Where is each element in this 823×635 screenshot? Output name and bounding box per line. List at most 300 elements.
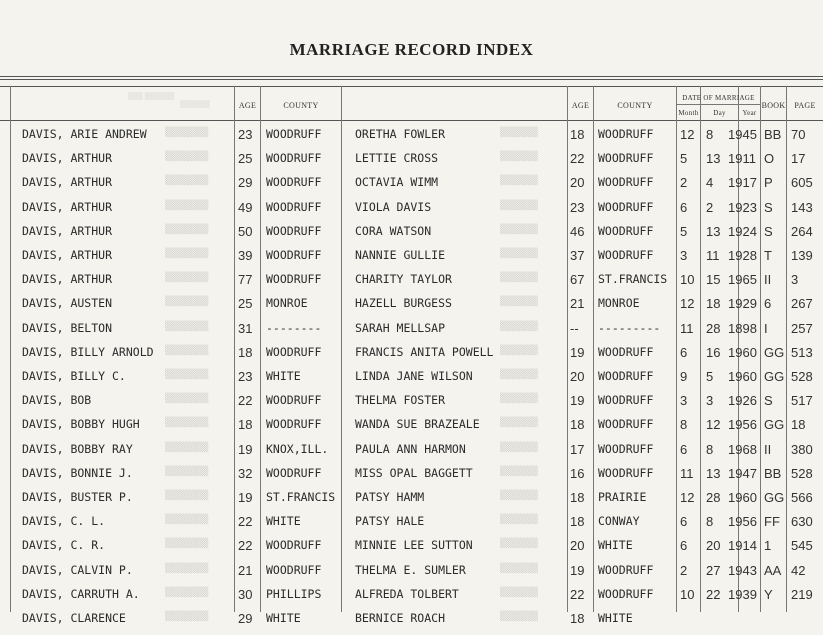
groom-age: 31 <box>238 320 253 336</box>
bride-age: 19 <box>570 562 585 578</box>
groom-age: 19 <box>238 490 253 505</box>
record-book: GG <box>764 417 785 433</box>
record-book: GG <box>764 369 785 384</box>
groom-county: WOODRUFF <box>266 175 322 190</box>
bride-age: 17 <box>570 441 585 457</box>
bride-county: WOODRUFF <box>598 441 654 456</box>
marriage-year: 1960 <box>728 369 757 384</box>
bride-county: MONROE <box>598 296 640 311</box>
page-header: PAGE <box>794 101 816 110</box>
bleed-through-mark: ▒▒▒▒▒▒▒ <box>500 563 538 574</box>
bride-county: WHITE <box>598 538 633 553</box>
record-page-number: 18 <box>791 417 806 433</box>
bleed-through-mark: ▒▒▒▒▒▒▒ <box>500 394 538 405</box>
marriage-month: 3 <box>680 248 688 263</box>
bleed-through-mark: ▒▒▒▒▒▒▒▒ <box>165 394 209 405</box>
record-page-number: 70 <box>791 127 806 142</box>
groom-name: DAVIS, ARTHUR <box>22 272 113 287</box>
marriage-day: 28 <box>706 320 721 336</box>
top-rule <box>0 76 823 77</box>
groom-age: 30 <box>238 586 253 602</box>
bleed-through-mark: ▒▒▒▒▒▒▒ <box>500 224 538 235</box>
groom-county: WOODRUFF <box>266 223 322 238</box>
bleed-through-mark: ▒▒▒▒▒▒▒▒ <box>165 491 209 501</box>
record-page-number: 264 <box>791 223 813 239</box>
record-book: S <box>764 393 773 409</box>
record-book: P <box>764 175 773 191</box>
marriage-day: 4 <box>706 175 714 191</box>
groom-name: DAVIS, BUSTER P. <box>22 490 133 504</box>
bleed-through-mark: ▒▒▒▒▒▒▒ <box>500 273 538 284</box>
marriage-month: 10 <box>680 586 695 602</box>
bride-age: 19 <box>570 393 585 409</box>
groom-name: DAVIS, BOBBY HUGH <box>22 417 140 432</box>
groom-county: WOODRUFF <box>266 272 322 287</box>
groom-name: DAVIS, ARIE ANDREW <box>22 127 147 141</box>
record-book: II <box>764 272 772 288</box>
marriage-day: 8 <box>706 441 714 457</box>
marriage-day: 22 <box>706 586 721 602</box>
record-page-number: 380 <box>791 441 813 457</box>
groom-county: WOODRUFF <box>266 465 322 480</box>
faint-header: ▒▒▒ ▒▒▒▒▒▒ <box>128 92 175 100</box>
bleed-through-mark: ▒▒▒▒▒▒▒▒ <box>165 515 209 526</box>
marriage-year: 1898 <box>728 320 757 336</box>
record-book: GG <box>764 490 785 505</box>
groom-county: PHILLIPS <box>266 586 322 601</box>
bride-age: 18 <box>570 611 585 626</box>
bride-name: PAULA ANN HARMON <box>355 441 466 456</box>
bleed-through-mark: ▒▒▒▒▒▒▒▒ <box>165 370 209 380</box>
bleed-through-mark: ▒▒▒▒▒▒▒ <box>500 442 538 453</box>
bride-county: WOODRUFF <box>598 562 654 577</box>
bride-name: CORA WATSON <box>355 223 432 238</box>
bleed-through-mark: ▒▒▒▒▒▒▒ <box>500 612 538 622</box>
bleed-through-mark: ▒▒▒▒▒▒▒ <box>500 200 538 211</box>
marriage-month: 6 <box>680 441 688 457</box>
table-row <box>0 538 823 562</box>
bleed-through-mark: ▒▒▒▒▒▒▒ <box>500 539 538 550</box>
bride-county: CONWAY <box>598 514 640 529</box>
marriage-day: 8 <box>706 514 714 530</box>
table-row <box>0 200 823 224</box>
groom-name: DAVIS, BOBBY RAY <box>22 441 133 456</box>
date-subheader-rule <box>676 104 760 105</box>
groom-county: WOODRUFF <box>266 127 322 141</box>
marriage-day: 3 <box>706 393 714 409</box>
groom-name: DAVIS, CLARENCE <box>22 611 126 625</box>
marriage-year: 1956 <box>728 514 757 530</box>
groom-age: 32 <box>238 465 253 481</box>
marriage-month: 6 <box>680 538 688 554</box>
marriage-month: 5 <box>680 223 688 239</box>
marriage-year: 1945 <box>728 127 757 142</box>
bride-name: OCTAVIA WIMM <box>355 175 439 190</box>
record-book: T <box>764 248 772 263</box>
bride-name: MISS OPAL BAGGETT <box>355 465 473 480</box>
bride-name: LINDA JANE WILSON <box>355 369 473 383</box>
groom-county: WHITE <box>266 611 301 625</box>
groom-name: DAVIS, BILLY C. <box>22 369 126 383</box>
bleed-through-mark: ▒▒▒▒▒▒▒▒ <box>165 200 209 211</box>
record-page-number: 545 <box>791 538 813 554</box>
table-row <box>0 224 823 248</box>
table-row <box>0 248 823 272</box>
groom-age: 29 <box>238 175 253 191</box>
groom-county: MONROE <box>266 296 308 311</box>
bleed-through-mark: ▒▒▒▒▒▒▒▒ <box>165 418 209 429</box>
bride-age: 18 <box>570 417 585 433</box>
bride-name: THELMA FOSTER <box>355 393 446 408</box>
record-page-number: 17 <box>791 151 806 167</box>
table-row <box>0 563 823 587</box>
bride-age: 20 <box>570 175 585 191</box>
marriage-year: 1914 <box>728 538 757 554</box>
table-row <box>0 417 823 441</box>
bleed-through-mark: ▒▒▒▒▒▒▒ <box>500 152 538 163</box>
groom-age: 23 <box>238 127 253 142</box>
record-page-number: 42 <box>791 562 806 578</box>
faint-header: ▒▒▒▒▒▒ <box>180 100 210 108</box>
bride-county: WOODRUFF <box>598 393 654 408</box>
bride-county: WOODRUFF <box>598 248 654 262</box>
bleed-through-mark: ▒▒▒▒▒▒▒▒ <box>165 297 209 308</box>
bride-county: WOODRUFF <box>598 417 654 432</box>
bride-name: VIOLA DAVIS <box>355 199 432 214</box>
bride-county: PRAIRIE <box>598 490 647 504</box>
groom-county: WOODRUFF <box>266 199 322 214</box>
marriage-year: 1911 <box>728 151 756 167</box>
marriage-day: 15 <box>706 272 721 288</box>
record-page-number: 3 <box>791 272 799 288</box>
record-book: FF <box>764 514 780 530</box>
groom-name: DAVIS, ARTHUR <box>22 223 113 238</box>
bleed-through-mark: ▒▒▒▒▒▒▒ <box>500 176 538 187</box>
bleed-through-mark: ▒▒▒▒▒▒▒ <box>500 418 538 429</box>
record-page-number: 513 <box>791 344 813 360</box>
bride-age: 18 <box>570 127 585 142</box>
record-book: BB <box>764 465 782 481</box>
bleed-through-mark: ▒▒▒▒▒▒▒ <box>500 345 538 356</box>
bleed-through-mark: ▒▒▒▒▒▒▒▒ <box>165 224 209 235</box>
groom-name: DAVIS, ARTHUR <box>22 199 113 214</box>
table-row <box>0 345 823 369</box>
year-header: Year <box>742 109 757 117</box>
bride-age: 21 <box>570 296 585 312</box>
groom-county: WOODRUFF <box>266 344 322 359</box>
marriage-day: 5 <box>706 369 714 384</box>
bride-name: MINNIE LEE SUTTON <box>355 538 473 553</box>
bleed-through-mark: ▒▒▒▒▒▒▒▒ <box>165 273 209 284</box>
bride-county: WOODRUFF <box>598 465 654 480</box>
record-page-number: 219 <box>791 586 813 602</box>
record-book: II <box>764 441 772 457</box>
bride-county: WOODRUFF <box>598 127 654 141</box>
bride-name: PATSY HALE <box>355 514 425 529</box>
bleed-through-mark: ▒▒▒▒▒▒▒ <box>500 466 538 477</box>
bride-county: WOODRUFF <box>598 175 654 190</box>
day-header: Day <box>713 109 726 117</box>
marriage-year: 1917 <box>728 175 757 191</box>
bride-name: NANNIE GULLIE <box>355 248 446 262</box>
bride-age: 23 <box>570 199 585 215</box>
bleed-through-mark: ▒▒▒▒▒▒▒▒ <box>165 612 209 622</box>
table-row <box>0 587 823 611</box>
marriage-day: 20 <box>706 538 721 554</box>
groom-county: WOODRUFF <box>266 151 322 166</box>
bride-name: ALFREDA TOLBERT <box>355 586 459 601</box>
table-row <box>0 369 823 393</box>
marriage-day: 27 <box>706 562 721 578</box>
marriage-year: 1943 <box>728 562 757 578</box>
groom-name: DAVIS, BONNIE J. <box>22 465 133 480</box>
record-book: 6 <box>764 296 772 312</box>
bride-name: SARAH MELLSAP <box>355 320 446 335</box>
bleed-through-mark: ▒▒▒▒▒▒▒ <box>500 587 538 598</box>
table-row <box>0 611 823 635</box>
record-page-number: 528 <box>791 369 813 384</box>
groom-age: 19 <box>238 441 253 457</box>
bleed-through-mark: ▒▒▒▒▒▒▒ <box>500 128 538 138</box>
groom-age: 22 <box>238 514 253 530</box>
record-book: AA <box>764 562 782 578</box>
record-book: S <box>764 199 773 215</box>
groom-name: DAVIS, BILLY ARNOLD <box>22 344 154 359</box>
marriage-day: 18 <box>706 296 721 312</box>
groom-age: 25 <box>238 296 253 312</box>
record-book: BB <box>764 127 782 142</box>
marriage-year: 1929 <box>728 296 757 312</box>
groom-county: WOODRUFF <box>266 393 322 408</box>
groom-age: 25 <box>238 151 253 167</box>
marriage-year: 1965 <box>728 272 757 288</box>
month-header: Month <box>678 109 699 117</box>
bride-name: PATSY HAMM <box>355 490 425 504</box>
date-of-marriage-header: DATE OF MARRIAGE <box>682 94 755 102</box>
groom-county: -------- <box>266 320 322 335</box>
marriage-month: 5 <box>680 151 688 167</box>
groom-age: 18 <box>238 344 253 360</box>
age-header: AGE <box>238 101 257 110</box>
bleed-through-mark: ▒▒▒▒▒▒▒ <box>500 249 538 259</box>
marriage-month: 10 <box>680 272 695 288</box>
bride-age: 20 <box>570 369 585 384</box>
bride-age: 22 <box>570 586 585 602</box>
record-page-number: 605 <box>791 175 813 191</box>
groom-age: 50 <box>238 223 253 239</box>
groom-age: 49 <box>238 199 253 215</box>
bleed-through-mark: ▒▒▒▒▒▒▒ <box>500 515 538 526</box>
marriage-day: 28 <box>706 490 721 505</box>
marriage-day: 8 <box>706 127 714 142</box>
marriage-month: 6 <box>680 199 688 215</box>
bleed-through-mark: ▒▒▒▒▒▒▒▒ <box>165 466 209 477</box>
marriage-day: 2 <box>706 199 714 215</box>
bleed-through-mark: ▒▒▒▒▒▒▒▒ <box>165 249 209 259</box>
marriage-month: 6 <box>680 514 688 530</box>
bride-county-header: COUNTY <box>617 101 653 110</box>
marriage-day: 16 <box>706 344 721 360</box>
groom-name: DAVIS, C. L. <box>22 514 106 529</box>
bleed-through-mark: ▒▒▒▒▒▒▒▒ <box>165 587 209 598</box>
bleed-through-mark: ▒▒▒▒▒▒▒ <box>500 297 538 308</box>
record-book: Y <box>764 586 773 602</box>
marriage-year: 1939 <box>728 586 757 602</box>
record-book: I <box>764 320 768 336</box>
bride-age: 18 <box>570 514 585 530</box>
bride-age: 22 <box>570 151 585 167</box>
marriage-month: 8 <box>680 417 688 433</box>
marriage-month: 12 <box>680 127 695 142</box>
marriage-month: 12 <box>680 490 695 505</box>
bride-county: WOODRUFF <box>598 586 654 601</box>
marriage-year: 1928 <box>728 248 757 263</box>
marriage-month: 2 <box>680 562 688 578</box>
groom-age: 18 <box>238 417 253 433</box>
bride-name: FRANCIS ANITA POWELL <box>355 344 494 359</box>
bride-age: 20 <box>570 538 585 554</box>
marriage-day: 12 <box>706 417 721 433</box>
record-page-number: 139 <box>791 248 813 263</box>
bride-county: WOODRUFF <box>598 369 654 383</box>
groom-county: WOODRUFF <box>266 562 322 577</box>
bride-name: CHARITY TAYLOR <box>355 272 452 287</box>
bride-name: BERNICE ROACH <box>355 611 446 625</box>
marriage-month: 9 <box>680 369 688 384</box>
groom-name: DAVIS, CARRUTH A. <box>22 586 140 601</box>
bride-name: WANDA SUE BRAZEALE <box>355 417 480 432</box>
marriage-day: 13 <box>706 465 721 481</box>
record-book: GG <box>764 344 785 360</box>
record-page-number: 517 <box>791 393 813 409</box>
table-row <box>0 272 823 296</box>
groom-name: DAVIS, ARTHUR <box>22 151 113 166</box>
table-row <box>0 490 823 514</box>
marriage-day: 11 <box>706 248 720 263</box>
marriage-month: 11 <box>680 320 694 336</box>
groom-name: DAVIS, AUSTEN <box>22 296 113 311</box>
table-row <box>0 151 823 175</box>
bride-name: ORETHA FOWLER <box>355 127 446 141</box>
bleed-through-mark: ▒▒▒▒▒▒▒▒ <box>165 321 209 332</box>
bride-name: THELMA E. SUMLER <box>355 562 466 577</box>
groom-county: WOODRUFF <box>266 417 322 432</box>
bride-age: 16 <box>570 465 585 481</box>
table-row <box>0 442 823 466</box>
table-row <box>0 393 823 417</box>
groom-age: 23 <box>238 369 253 384</box>
marriage-month: 6 <box>680 344 688 360</box>
county-header: COUNTY <box>283 101 319 110</box>
groom-county: ST.FRANCIS <box>266 490 336 504</box>
page-title: MARRIAGE RECORD INDEX <box>289 40 534 59</box>
bride-age: 46 <box>570 223 585 239</box>
marriage-month: 12 <box>680 296 695 312</box>
bleed-through-mark: ▒▒▒▒▒▒▒▒ <box>165 152 209 163</box>
groom-name: DAVIS, C. R. <box>22 538 106 553</box>
table-row <box>0 514 823 538</box>
bleed-through-mark: ▒▒▒▒▒▒▒▒ <box>165 442 209 453</box>
bleed-through-mark: ▒▒▒▒▒▒▒▒ <box>165 176 209 187</box>
record-book: 1 <box>764 538 772 554</box>
groom-name: DAVIS, CALVIN P. <box>22 562 133 577</box>
marriage-year: 1960 <box>728 344 757 360</box>
groom-county: WOODRUFF <box>266 248 322 262</box>
bride-county: WOODRUFF <box>598 344 654 359</box>
table-row <box>0 127 823 151</box>
table-row <box>0 321 823 345</box>
marriage-year: 1960 <box>728 490 757 505</box>
bride-age: -- <box>570 320 579 336</box>
bride-county: WOODRUFF <box>598 151 654 166</box>
groom-name: DAVIS, ARTHUR <box>22 248 113 262</box>
table-row <box>0 296 823 320</box>
bride-county: ST.FRANCIS <box>598 272 668 287</box>
bride-county: WOODRUFF <box>598 223 654 238</box>
marriage-month: 2 <box>680 175 688 191</box>
bride-age: 18 <box>570 490 585 505</box>
groom-county: WHITE <box>266 514 301 529</box>
bride-age: 37 <box>570 248 585 263</box>
groom-county: WHITE <box>266 369 301 383</box>
bride-age-header: AGE <box>571 101 590 110</box>
groom-name: DAVIS, ARTHUR <box>22 175 113 190</box>
marriage-year: 1947 <box>728 465 757 481</box>
bride-age: 19 <box>570 344 585 360</box>
bleed-through-mark: ▒▒▒▒▒▒▒▒ <box>165 128 209 138</box>
top-rule-2 <box>0 79 823 80</box>
marriage-year: 1924 <box>728 223 757 239</box>
bleed-through-mark: ▒▒▒▒▒▒▒▒ <box>165 539 209 550</box>
groom-age: 39 <box>238 248 253 263</box>
groom-name: DAVIS, BELTON <box>22 320 113 335</box>
groom-age: 22 <box>238 538 253 554</box>
marriage-year: 1968 <box>728 441 757 457</box>
table-row <box>0 175 823 199</box>
record-page-number: 630 <box>791 514 813 530</box>
bleed-through-mark: ▒▒▒▒▒▒▒▒ <box>165 345 209 356</box>
groom-age: 29 <box>238 611 253 626</box>
bleed-through-mark: ▒▒▒▒▒▒▒ <box>500 370 538 380</box>
bleed-through-mark: ▒▒▒▒▒▒▒ <box>500 491 538 501</box>
book-header: BOOK <box>761 101 786 110</box>
groom-county: WOODRUFF <box>266 538 322 553</box>
bride-county: WHITE <box>598 611 633 625</box>
groom-age: 77 <box>238 272 253 288</box>
record-book: S <box>764 223 773 239</box>
bride-county: WOODRUFF <box>598 199 654 214</box>
record-page-number: 143 <box>791 199 813 215</box>
marriage-month: 3 <box>680 393 688 409</box>
groom-name: DAVIS, BOB <box>22 393 92 408</box>
record-page-number: 267 <box>791 296 813 312</box>
marriage-month: 11 <box>680 465 694 481</box>
record-book: O <box>764 151 775 167</box>
groom-age: 21 <box>238 562 253 578</box>
bride-name: LETTIE CROSS <box>355 151 439 166</box>
bride-age: 67 <box>570 272 585 288</box>
marriage-day: 13 <box>706 223 721 239</box>
marriage-year: 1926 <box>728 393 757 409</box>
bleed-through-mark: ▒▒▒▒▒▒▒ <box>500 321 538 332</box>
bride-county: --------- <box>598 320 661 335</box>
record-page-number: 257 <box>791 320 813 336</box>
marriage-year: 1956 <box>728 417 757 433</box>
record-page-number: 566 <box>791 490 813 505</box>
marriage-year: 1923 <box>728 199 757 215</box>
bride-name: HAZELL BURGESS <box>355 296 452 311</box>
bleed-through-mark: ▒▒▒▒▒▒▒▒ <box>165 563 209 574</box>
